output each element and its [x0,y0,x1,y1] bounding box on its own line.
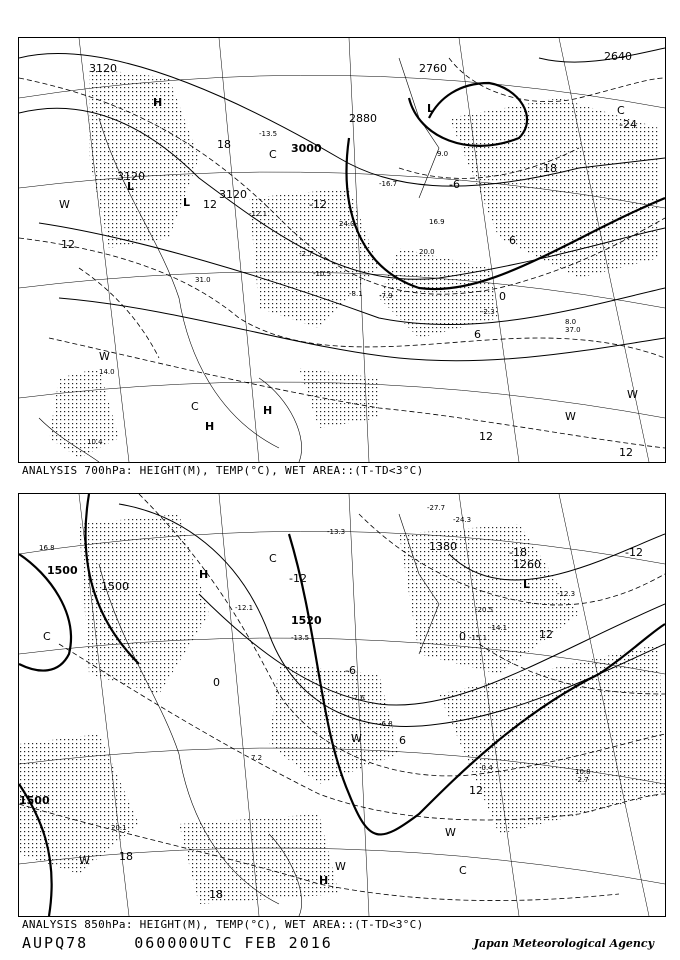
temp-label: 6 [509,234,516,247]
temp-label: -6 [449,178,460,191]
temp-label: 6 [474,328,481,341]
station-value: -2.7 [299,250,313,258]
chart-footer-id [22,934,333,952]
warm-center: W [99,350,110,363]
station-value: -13.5 [291,634,310,642]
height-label: 2880 [349,112,377,125]
temp-label: -18 [539,162,557,175]
temp-label: 18 [119,850,133,863]
temp-label: -12 [309,198,327,211]
cold-center: C [43,630,51,643]
temp-label: 12 [539,628,553,641]
temp-label: 18 [209,888,223,901]
temp-label: 12 [469,784,483,797]
height-label: 1500 [19,794,50,807]
temp-label: 12 [203,198,217,211]
height-label: 2640 [604,50,632,63]
warm-center: W [565,410,576,423]
temp-label: 0 [499,290,506,303]
temp-label: 6 [399,734,406,747]
panel-caption-850hpa: ANALYSIS 850hPa: HEIGHT(M), TEMP(°C), WET AREA::(T-TD<3°C) [22,918,424,931]
station-value: 10.8 [575,768,591,776]
high-pressure-center: H [199,568,209,581]
temp-label: 12 [61,238,75,251]
station-value: -2.7 [575,776,589,784]
station-value: 8.0 [565,318,577,326]
station-value: -13.5 [259,130,278,138]
cold-center: C [459,864,467,877]
agency-name: Japan Meteorological Agency [473,937,654,950]
warm-center: W [59,198,70,211]
height-label: 3120 [219,188,247,201]
temp-label: 12 [619,446,633,459]
warm-center: W [79,854,90,867]
cold-center: C [191,400,199,413]
temp-label: -12 [289,572,307,585]
station-value: 31.0 [195,276,211,284]
cold-center: C [269,552,277,565]
warm-center: W [351,732,362,745]
station-value: -6.8 [379,720,393,728]
height-label: 1500 [47,564,78,577]
station-value: 37.0 [565,326,581,334]
station-value: 9.0 [437,150,449,158]
warm-center: W [335,860,346,873]
station-value: -12.3 [557,590,576,598]
height-label: 1380 [429,540,457,553]
high-pressure-center: H [153,96,163,109]
station-value: -14.1 [489,624,508,632]
station-value: 7.2 [251,754,263,762]
height-label: 3000 [291,142,322,155]
height-label: 3120 [117,170,145,183]
height-label: 1500 [101,580,129,593]
station-value: -0.4 [479,764,493,772]
temp-label: -6 [345,664,356,677]
station-value: 14.0 [99,368,115,376]
map-panel-850hpa [18,493,666,917]
temp-label: -24 [619,118,637,131]
temp-label: 18 [217,138,231,151]
station-value: 10.4 [87,438,103,446]
high-pressure-center: H [205,420,215,433]
station-value: 20.1 [111,824,127,832]
map-panel-700hpa [18,37,666,463]
low-pressure-center: L [523,578,531,591]
temp-label: 12 [479,430,493,443]
panel-caption-700hpa: ANALYSIS 700hPa: HEIGHT(M), TEMP(°C), WET AREA::(T-TD<3°C) [22,464,424,477]
height-label: 1260 [513,558,541,571]
station-value: -7.6 [351,694,365,702]
map-700hpa-canvas [19,38,665,462]
cold-center: C [269,148,277,161]
low-pressure-center: L [127,180,135,193]
station-value: 16.9 [429,218,445,226]
station-value: -13.3 [327,528,346,536]
height-label: 1520 [291,614,322,627]
height-label: 3120 [89,62,117,75]
high-pressure-center: H [263,404,273,417]
station-value: -8.1 [349,290,363,298]
station-value: -12.1 [249,210,268,218]
height-label: 2760 [419,62,447,75]
station-value: -27.7 [427,504,446,512]
map-850hpa-canvas [19,494,665,916]
warm-center: W [627,388,638,401]
station-value: 20.0 [419,248,435,256]
station-value: -2.3 [481,308,495,316]
temp-label: -18 [509,546,527,559]
wet-area-shading [19,514,665,904]
temp-label: 0 [213,676,220,689]
temp-label: 0 [459,630,466,643]
station-value: -16.7 [379,180,398,188]
station-value: -7.9 [379,292,393,300]
station-value: -10.5 [313,270,332,278]
low-pressure-center: L [427,102,435,115]
product-code: AUPQ78 [22,934,89,952]
valid-time: 060000UTC FEB 2016 [134,934,333,952]
low-pressure-center: L [183,196,191,209]
station-value: -12.1 [235,604,254,612]
wet-area-shading [49,68,659,458]
station-value: 16.8 [39,544,55,552]
station-value: -24.3 [453,516,472,524]
station-value: -20.5 [475,606,494,614]
cold-center: C [617,104,625,117]
high-pressure-center: H [319,874,329,887]
warm-center: W [445,826,456,839]
station-value: 24.0 [339,220,355,228]
temp-label: -12 [625,546,643,559]
station-value: -15.1 [469,634,488,642]
